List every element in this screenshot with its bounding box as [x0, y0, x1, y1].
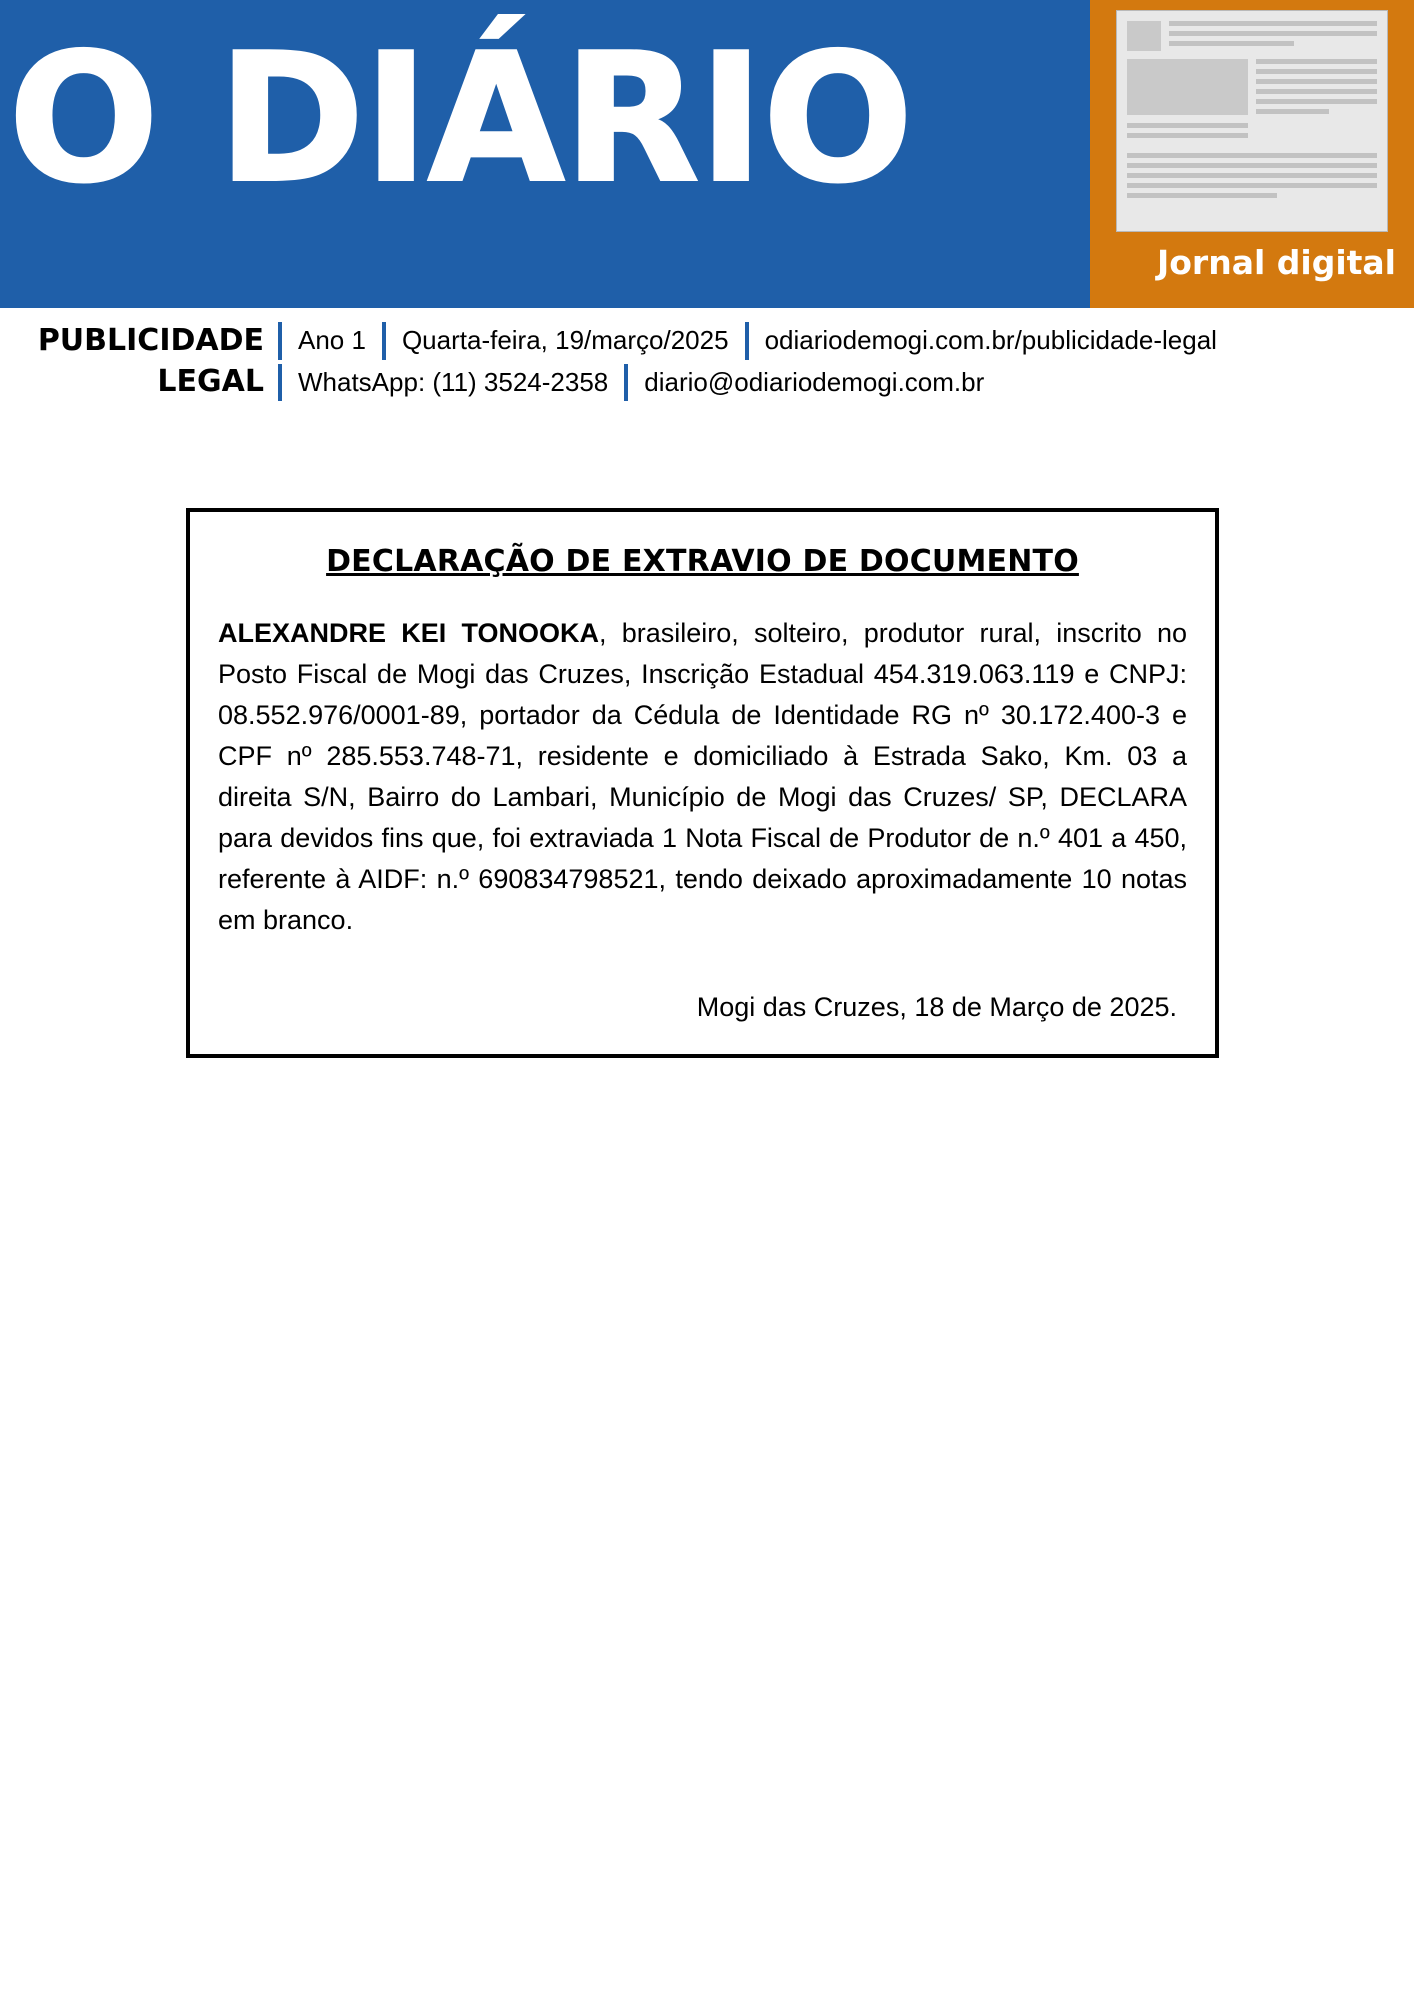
- divider: [278, 364, 282, 402]
- infobar-row-2: [278, 362, 1396, 404]
- whatsapp-contact[interactable]: WhatsApp: (11) 3524-2358: [298, 366, 609, 397]
- section-label-line1: PUBLICIDADE: [37, 323, 264, 358]
- notice-signature: Mogi das Cruzes, 18 de Março de 2025.: [696, 992, 1177, 1023]
- publication-infobar: [0, 308, 1414, 411]
- email-contact[interactable]: diario@odiariodemogi.com.br: [644, 366, 985, 397]
- divider: [624, 364, 628, 402]
- issue-date: Quarta-feira, 19/março/2025: [401, 325, 729, 355]
- jornal-digital-badge: Jornal digital: [1156, 243, 1396, 282]
- infobar-lines: [278, 320, 1396, 403]
- issue-year: Ano 1: [298, 325, 366, 355]
- divider: [278, 322, 282, 360]
- notice-body: [218, 613, 1187, 941]
- newspaper-thumbnail-icon: [1116, 10, 1388, 232]
- masthead-logo-panel: [0, 0, 1090, 308]
- website-link[interactable]: odiariodemogi.com.br/publicidade-legal: [764, 325, 1217, 355]
- section-label-line2: LEGAL: [157, 364, 264, 400]
- declarant-name: ALEXANDRE KEI TONOOKA: [218, 618, 599, 648]
- notice-title: DECLARAÇÃO DE EXTRAVIO DE DOCUMENTO: [326, 544, 1079, 579]
- masthead: [0, 0, 1414, 308]
- masthead-badge-panel: [1090, 0, 1414, 308]
- legal-notice-box: [186, 508, 1219, 1058]
- newspaper-title: O DIÁRIO: [8, 15, 912, 222]
- notice-body-text: , brasileiro, solteiro, produtor rural, inscrito no Posto Fiscal de Mogi das Cruzes, Inscrição Estadual 454.319.063.119 e CNPJ: 08.552.976/0001-89, portador da Cédula de Identidade RG nº 30.172.400-3 e CPF nº 285.553.748-71, residente e domiciliado à Estrada Sako, Km. 03 a direita S/N, Bairro do Lambari, Município de Mogi das Cruzes/ SP, DECLARA para devidos fins que, foi extraviada 1 Nota Fiscal de Produtor de n.º 401 a 450, referente à AIDF: n.º 690834798521, tendo deixado aproximadamente 10 notas em branco.: [218, 618, 1187, 936]
- infobar-row-1: [278, 320, 1396, 362]
- section-label: [14, 320, 278, 403]
- divider: [382, 322, 386, 360]
- divider: [745, 322, 749, 360]
